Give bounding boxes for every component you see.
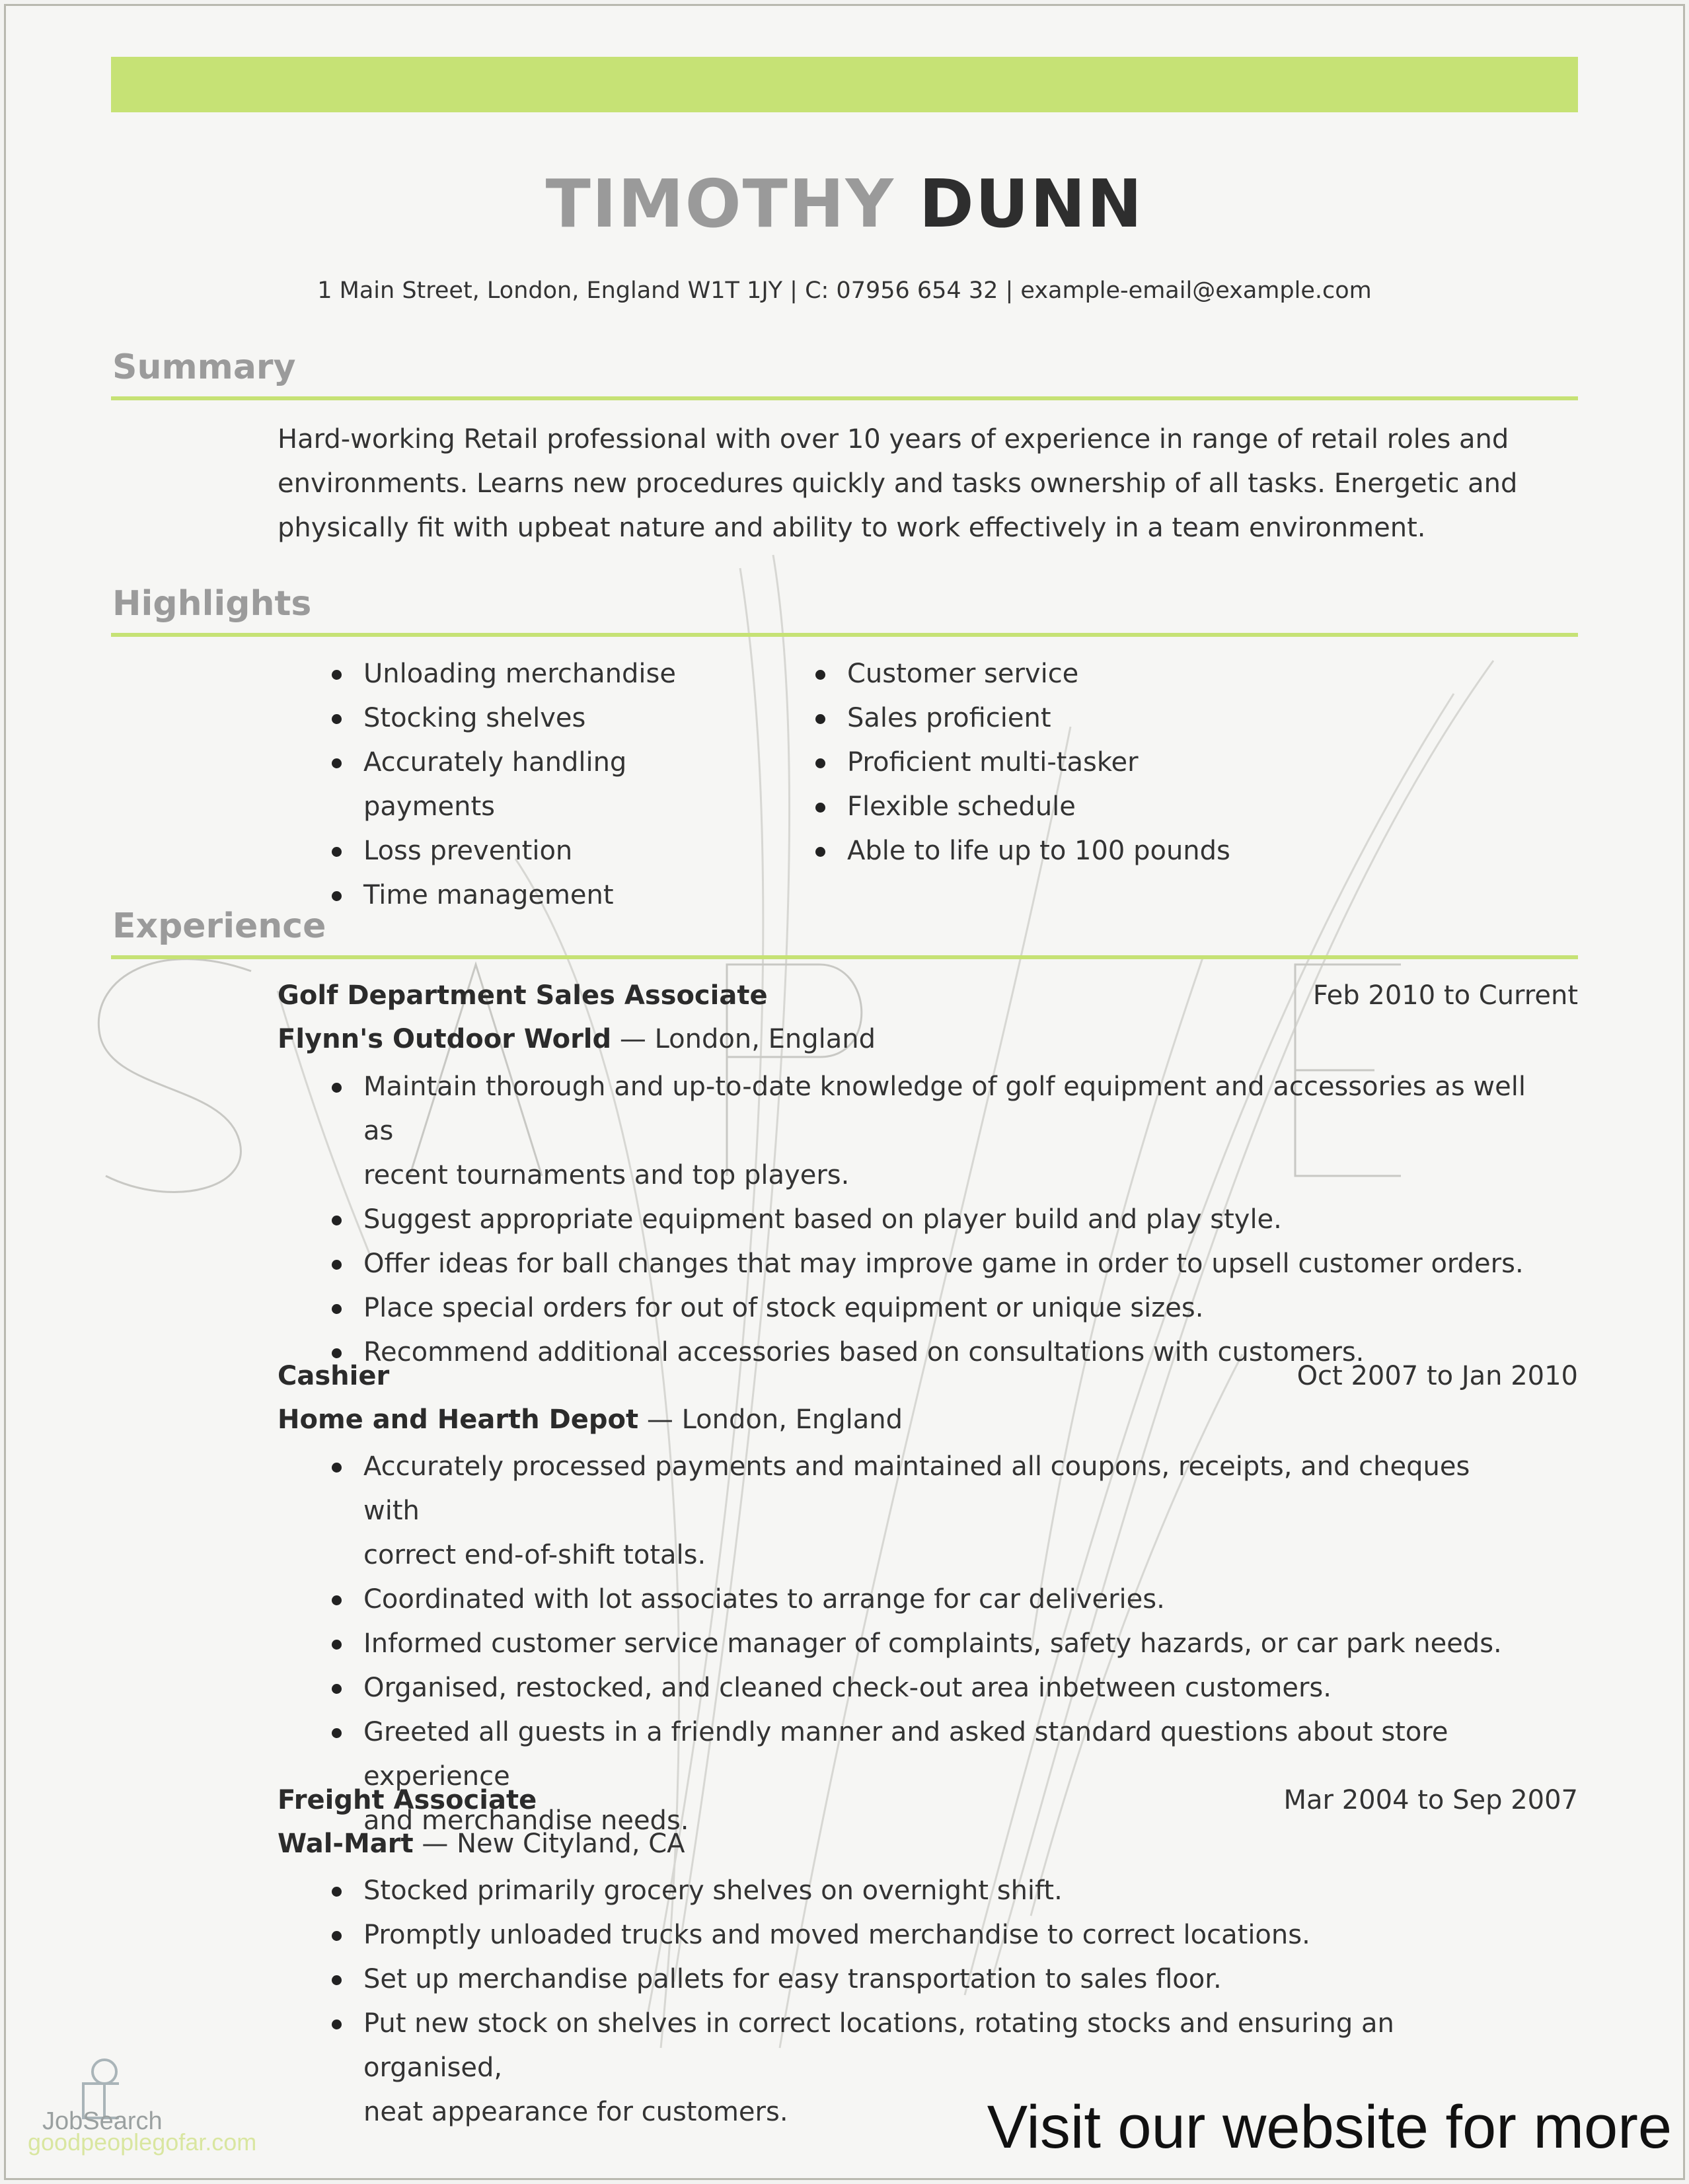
summary-heading: Summary [112, 347, 296, 387]
job-bullet: Stocked primarily grocery shelves on overnight shift. [278, 1869, 1533, 1913]
first-name: TIMOTHY [545, 165, 895, 242]
summary-line: Hard-working Retail professional with over 10 years of experience in range of retail roles and [278, 424, 1509, 455]
highlight-item: Stocking shelves [278, 696, 753, 741]
highlight-item: Flexible schedule [761, 785, 1422, 829]
job-title: Cashier [278, 1361, 390, 1391]
highlight-item: Able to life up to 100 pounds [761, 829, 1422, 873]
job-bullets [278, 1065, 1533, 1375]
highlights-list-left [278, 652, 753, 918]
job-bullet: Informed customer service manager of complaints, safety hazards, or car park needs. [278, 1622, 1533, 1666]
highlight-item: Accurately handling payments [278, 741, 753, 829]
highlight-item: Sales proficient [761, 696, 1422, 741]
company-name: Flynn's Outdoor World [278, 1024, 612, 1054]
last-name: DUNN [919, 165, 1144, 242]
job-dates: Feb 2010 to Current [1312, 980, 1578, 1011]
summary-line: physically fit with upbeat nature and ability to work effectively in a team environment. [278, 513, 1426, 543]
job-bullets [278, 1445, 1533, 1843]
job-bullet: Put new stock on shelves in correct locations, rotating stocks and ensuring an organised, neat appearance for customers. [278, 2002, 1533, 2134]
highlights-heading: Highlights [112, 584, 312, 624]
highlight-item: Unloading merchandise [278, 652, 753, 696]
company-name: Home and Hearth Depot [278, 1404, 639, 1435]
job-bullet: Coordinated with lot associates to arrange for car deliveries. [278, 1578, 1533, 1622]
summary-rule [111, 396, 1578, 400]
header-accent-bar [111, 57, 1578, 112]
job-dates: Oct 2007 to Jan 2010 [1296, 1361, 1578, 1391]
company-location: — London, England [638, 1404, 903, 1435]
job-bullet: Organised, restocked, and cleaned check-out area inbetween customers. [278, 1666, 1533, 1710]
job-bullet: Suggest appropriate equipment based on player build and play style. [278, 1198, 1533, 1242]
highlight-item: Customer service [761, 652, 1422, 696]
job-title: Golf Department Sales Associate [278, 980, 768, 1011]
highlight-item: Loss prevention [278, 829, 753, 873]
highlights-rule [111, 633, 1578, 637]
job-dates: Mar 2004 to Sep 2007 [1283, 1785, 1578, 1815]
company-name: Wal-Mart [278, 1829, 414, 1859]
job-title: Freight Associate [278, 1785, 537, 1815]
job-company [278, 1404, 903, 1435]
summary-line: environments. Learns new procedures quickly and tasks ownership of all tasks. Energetic and [278, 468, 1518, 499]
job-company [278, 1829, 685, 1859]
experience-heading: Experience [112, 906, 326, 946]
job-company [278, 1024, 876, 1054]
job-bullet: Place special orders for out of stock equipment or unique sizes. [278, 1286, 1533, 1330]
highlight-item: Proficient multi-tasker [761, 741, 1422, 785]
highlights-list-right [761, 652, 1422, 873]
contact-line: 1 Main Street, London, England W1T 1JY | C: 07956 654 32 | example-email@example.com [317, 277, 1372, 304]
company-location: — London, England [611, 1024, 876, 1054]
candidate-name [0, 165, 1689, 242]
logo-url: goodpeoplegofar.com [28, 2129, 257, 2156]
visit-website-banner[interactable]: Visit our website for more [987, 2093, 1672, 2161]
job-bullet: Recommend additional accessories based on consultations with customers. [278, 1330, 1533, 1375]
job-bullet: Greeted all guests in a friendly manner and asked standard questions about store experience and merchandise needs. [278, 1710, 1533, 1843]
company-location: — New Cityland, CA [413, 1829, 685, 1859]
experience-rule [111, 955, 1578, 959]
job-bullet: Accurately processed payments and maintained all coupons, receipts, and cheques with correct end-of-shift totals. [278, 1445, 1533, 1578]
summary-text [278, 418, 1520, 550]
job-bullet: Offer ideas for ball changes that may improve game in order to upsell customer orders. [278, 1242, 1533, 1286]
highlight-item: Time management [278, 873, 753, 918]
job-bullet: Maintain thorough and up-to-date knowledge of golf equipment and accessories as well as recent tournaments and top players. [278, 1065, 1533, 1198]
job-bullet: Set up merchandise pallets for easy transportation to sales floor. [278, 1957, 1533, 2002]
job-bullet: Promptly unloaded trucks and moved merchandise to correct locations. [278, 1913, 1533, 1957]
logo-text: JobSearch [42, 2107, 163, 2135]
